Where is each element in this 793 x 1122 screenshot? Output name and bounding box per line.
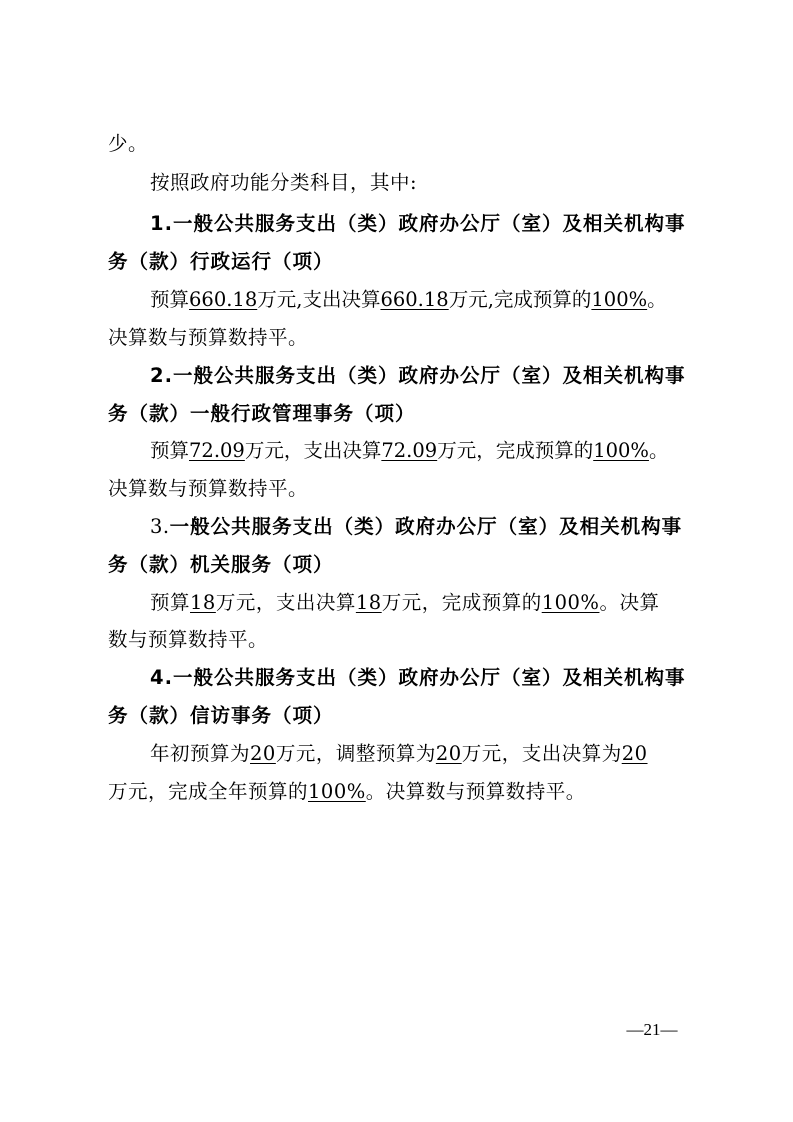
section-4-title-cont	[108, 698, 698, 734]
text: 万元，完成预算的	[381, 591, 542, 614]
text: 。决算	[599, 591, 660, 614]
completion-rate: 100%	[541, 591, 600, 614]
section-1-conclusion	[108, 320, 698, 356]
page-number: —21—	[626, 1020, 678, 1039]
completion-rate: 100%	[593, 439, 649, 462]
text: 决算数与预算数持平。	[108, 326, 309, 349]
text: 预算	[150, 288, 190, 311]
completion-rate: 100%	[308, 780, 366, 803]
text: 务（款）信访事务（项）	[108, 704, 334, 727]
section-1-title-cont	[108, 244, 698, 280]
text: 按照政府功能分类科目，其中:	[150, 171, 418, 194]
text: 万元，支出决算	[244, 439, 382, 462]
intro-line	[150, 165, 698, 201]
text: 年初预算为	[150, 742, 251, 765]
final-value: 18	[355, 591, 382, 614]
budget-value: 18	[190, 591, 216, 614]
text: 务（款）一般行政管理事务（项）	[108, 402, 416, 425]
text: 少。	[108, 132, 149, 155]
text: 务（款）机关服务（项）	[108, 553, 334, 576]
text: 万元，支出决算为	[461, 742, 622, 765]
text: 万元，完成预算的	[437, 439, 594, 462]
completion-rate: 100%	[591, 288, 648, 311]
text: 。决算数与预算数持平。	[365, 780, 586, 803]
text: 万元，完成全年预算的	[108, 780, 309, 803]
text: 万元,支出决算	[257, 288, 381, 311]
text: 1.一般公共服务支出（类）政府办公厅（室）及相关机构事	[150, 212, 686, 235]
text: 2.一般公共服务支出（类）政府办公厅（室）及相关机构事	[150, 364, 686, 387]
text: 。	[648, 439, 669, 462]
text: 万元，支出决算	[215, 591, 356, 614]
section-4-body	[150, 736, 698, 772]
text: 万元,完成预算的	[448, 288, 592, 311]
text: 4.一般公共服务支出（类）政府办公厅（室）及相关机构事	[150, 666, 686, 689]
section-1-body	[150, 282, 698, 318]
section-4-title	[150, 660, 698, 696]
paragraph-tail	[108, 126, 698, 162]
budget-value: 660.18	[189, 288, 258, 311]
budget-value: 72.09	[189, 439, 245, 462]
adjusted-budget-value: 20	[435, 742, 462, 765]
text: 决算数与预算数持平。	[108, 477, 309, 500]
section-3-title-cont	[108, 547, 698, 583]
section-2-title	[150, 358, 698, 394]
text: 一般公共服务支出（类）政府办公厅（室）及相关机构事	[169, 515, 683, 538]
text: 。	[647, 288, 667, 311]
section-3-conclusion	[108, 622, 698, 658]
text: 数与预算数持平。	[108, 628, 269, 651]
section-number: 3.	[150, 515, 170, 538]
text: 预算	[150, 591, 191, 614]
initial-budget-value: 20	[250, 742, 276, 765]
section-2-title-cont	[108, 396, 698, 432]
section-2-conclusion	[108, 471, 698, 507]
text: 万元，调整预算为	[275, 742, 436, 765]
final-value: 72.09	[381, 439, 438, 462]
section-1-title	[150, 206, 698, 242]
text: 预算	[150, 439, 190, 462]
section-4-conclusion	[108, 774, 698, 810]
section-3-title	[150, 509, 698, 545]
final-value: 20	[621, 742, 648, 765]
section-2-body	[150, 433, 698, 469]
text: 务（款）行政运行（项）	[108, 250, 334, 273]
section-3-body	[150, 585, 698, 621]
final-value: 660.18	[380, 288, 449, 311]
